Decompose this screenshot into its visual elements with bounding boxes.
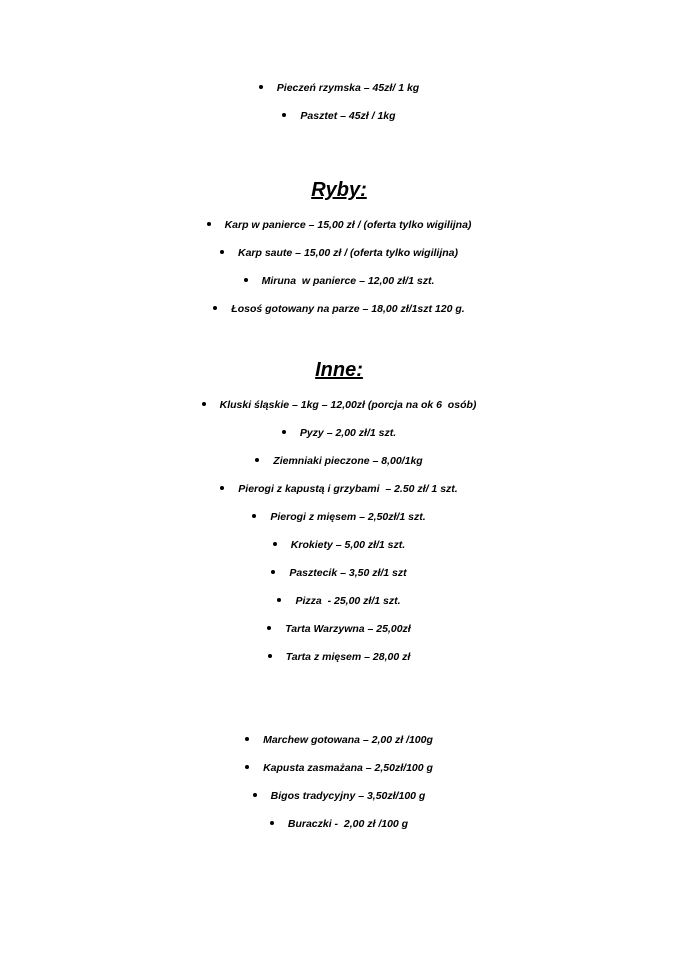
menu-item-text: Karp w panierce – 15,00 zł / (oferta tylko wigilijna): [224, 219, 472, 231]
bullet-icon: [267, 626, 271, 630]
menu-item: [0, 482, 678, 496]
menu-item: [0, 538, 678, 552]
bullet-icon: [271, 570, 275, 574]
section-heading-inne: Inne:: [315, 359, 363, 381]
bullet-icon: [270, 821, 274, 825]
menu-item: [0, 733, 678, 747]
bullet-icon: [220, 250, 224, 254]
menu-item-text: Tarta z mięsem – 28,00 zł: [285, 651, 411, 663]
bullet-icon: [245, 737, 249, 741]
menu-item-text: Pyzy – 2,00 zł/1 szt.: [299, 427, 397, 439]
menu-item: [0, 650, 678, 664]
menu-item-text: Bigos tradycyjny – 3,50zł/100 g: [270, 790, 426, 802]
menu-item-text: Ziemniaki pieczone – 8,00/1kg: [273, 455, 423, 467]
bullet-icon: [282, 113, 286, 117]
bullet-icon: [202, 402, 206, 406]
menu-item-text: Pasztecik – 3,50 zł/1 szt: [289, 567, 407, 579]
bullet-icon: [255, 458, 259, 462]
menu-item-text: Kapusta zasmażana – 2,50zł/100 g: [263, 762, 433, 774]
menu-item: [0, 789, 678, 803]
menu-item-text: Marchew gotowana – 2,00 zł /100g: [263, 734, 433, 746]
menu-item: [0, 426, 678, 440]
bullet-icon: [253, 793, 257, 797]
menu-item-text: Buraczki - 2,00 zł /100 g: [287, 818, 409, 830]
menu-item: [0, 246, 678, 260]
menu-item-text: Miruna w panierce – 12,00 zł/1 szt.: [261, 275, 435, 287]
bullet-icon: [259, 85, 263, 89]
bullet-icon: [245, 765, 249, 769]
bullet-icon: [252, 514, 256, 518]
menu-item: [0, 109, 678, 123]
menu-item: [0, 761, 678, 775]
bullet-icon: [282, 430, 286, 434]
menu-item-text: Pierogi z mięsem – 2,50zł/1 szt.: [270, 511, 426, 523]
menu-item-text: Tarta Warzywna – 25,00zł: [285, 623, 411, 635]
menu-item: [0, 510, 678, 524]
menu-item-text: Pierogi z kapustą i grzybami – 2.50 zł/ 1 szt.: [238, 483, 458, 495]
bullet-icon: [220, 486, 224, 490]
bullet-icon: [244, 278, 248, 282]
menu-item-text: Krokiety – 5,00 zł/1 szt.: [290, 539, 406, 551]
menu-item: [0, 218, 678, 232]
menu-item-text: Pasztet – 45zł / 1kg: [300, 110, 396, 122]
menu-item-text: Karp saute – 15,00 zł / (oferta tylko wigilijna): [238, 247, 458, 259]
menu-item: [0, 302, 678, 316]
menu-item: [0, 594, 678, 608]
menu-item: [0, 566, 678, 580]
menu-item-text: Pieczeń rzymska – 45zł/ 1 kg: [276, 82, 420, 94]
menu-item: [0, 454, 678, 468]
menu-item-text: Kluski śląskie – 1kg – 12,00zł (porcja na ok 6 osób): [219, 399, 477, 411]
bullet-icon: [213, 306, 217, 310]
bullet-icon: [207, 222, 211, 226]
menu-item: [0, 817, 678, 831]
bullet-icon: [277, 598, 281, 602]
menu-item: [0, 81, 678, 95]
menu-item-text: Pizza - 25,00 zł/1 szt.: [295, 595, 401, 607]
bullet-icon: [268, 654, 272, 658]
menu-item: [0, 274, 678, 288]
menu-item: [0, 622, 678, 636]
menu-item: [0, 398, 678, 412]
bullet-icon: [273, 542, 277, 546]
section-heading-ryby: Ryby:: [311, 179, 367, 201]
menu-item-text: Łosoś gotowany na parze – 18,00 zł/1szt 120 g.: [231, 303, 465, 315]
